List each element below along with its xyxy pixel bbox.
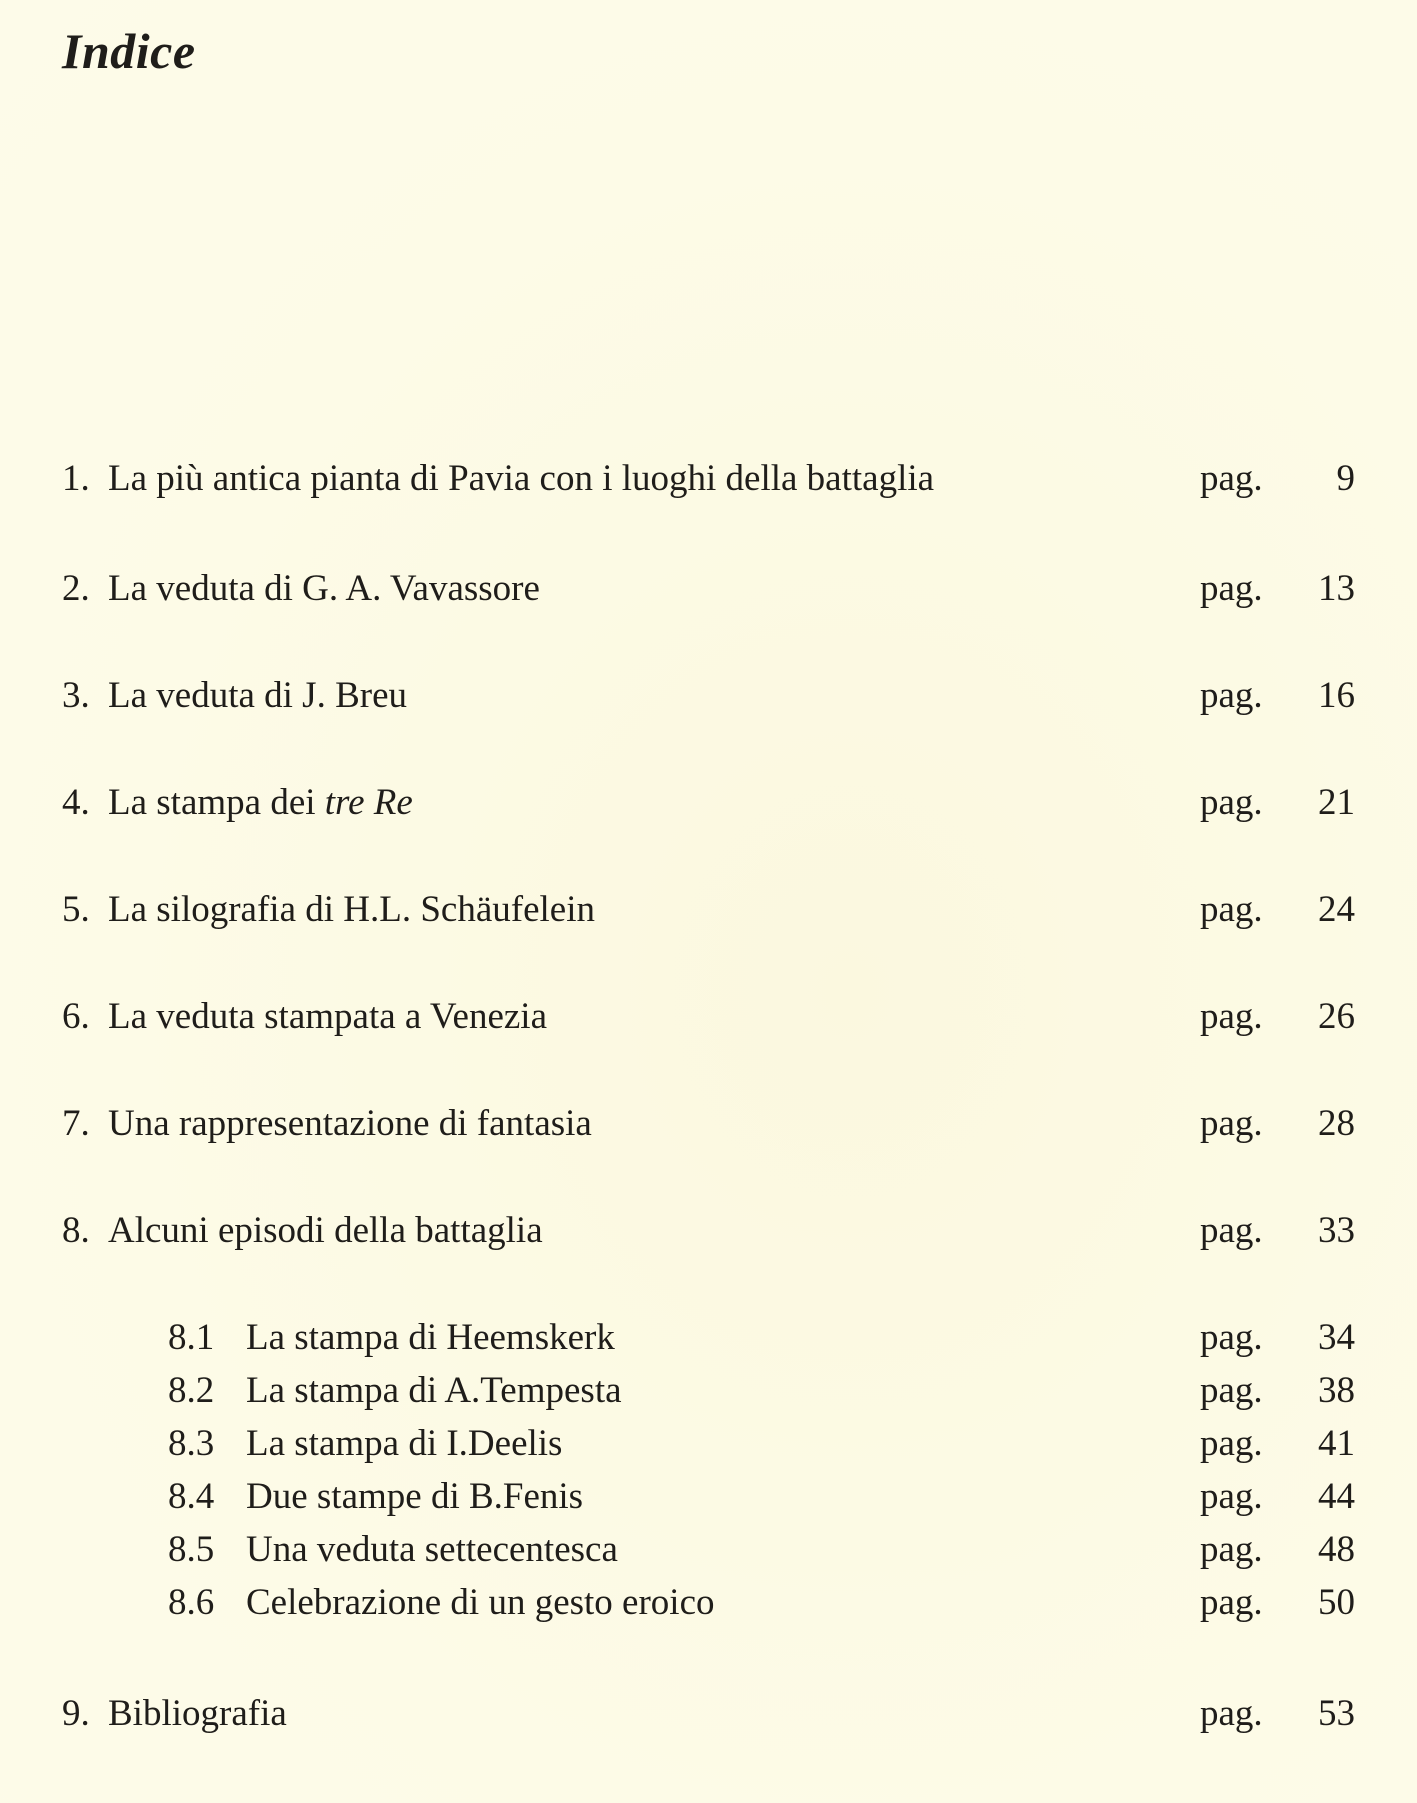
toc-entry-pag: pag. bbox=[1200, 1476, 1263, 1517]
toc-entry-number: 1. bbox=[62, 458, 90, 499]
toc-entry-number: 8. bbox=[62, 1210, 90, 1251]
toc-entry-title-text: La stampa dei bbox=[108, 782, 325, 823]
toc-entry-title: La veduta di G. A. Vavassore bbox=[108, 568, 540, 609]
toc-entry-page: 48 bbox=[1318, 1529, 1355, 1570]
toc-entry-title: La stampa di I.Deelis bbox=[246, 1423, 563, 1464]
toc-subentry-8-3 bbox=[0, 1419, 1417, 1469]
toc-subentry-8-4 bbox=[0, 1472, 1417, 1522]
toc-entry-number: 3. bbox=[62, 675, 90, 716]
toc-entry-6 bbox=[0, 992, 1417, 1042]
toc-entry-number: 8.1 bbox=[168, 1317, 215, 1358]
toc-entry-page: 50 bbox=[1318, 1582, 1355, 1623]
toc-entry-title-italic: tre Re bbox=[324, 782, 413, 823]
toc-entry-number: 9. bbox=[62, 1693, 90, 1734]
toc-entry-page: 41 bbox=[1318, 1423, 1355, 1464]
toc-entry-pag: pag. bbox=[1200, 782, 1263, 823]
toc-entry-7 bbox=[0, 1099, 1417, 1149]
toc-entry-number: 7. bbox=[62, 1103, 90, 1144]
toc-entry-title: La più antica pianta di Pavia con i luoghi della battaglia bbox=[108, 458, 935, 499]
toc-entry-pag: pag. bbox=[1200, 996, 1263, 1037]
toc-entry-page: 53 bbox=[1318, 1693, 1355, 1734]
toc-entry-2 bbox=[0, 564, 1417, 614]
toc-entry-pag: pag. bbox=[1200, 1582, 1263, 1623]
toc-entry-9 bbox=[0, 1689, 1417, 1739]
toc-entry-1 bbox=[0, 454, 1417, 504]
toc-entry-pag: pag. bbox=[1200, 1317, 1263, 1358]
toc-entry-page: 33 bbox=[1318, 1210, 1355, 1251]
toc-entry-8 bbox=[0, 1206, 1417, 1256]
toc-entry-number: 6. bbox=[62, 996, 90, 1037]
toc-entry-title: Una veduta settecentesca bbox=[246, 1529, 618, 1570]
toc-entry-number: 4. bbox=[62, 782, 90, 823]
toc-entry-title: Alcuni episodi della battaglia bbox=[108, 1210, 543, 1251]
toc-subentry-8-5 bbox=[0, 1525, 1417, 1575]
page-title: Indice bbox=[62, 23, 196, 79]
toc-entry-pag: pag. bbox=[1200, 458, 1263, 499]
toc-entry-page: 16 bbox=[1318, 675, 1355, 716]
toc-entry-pag: pag. bbox=[1200, 889, 1263, 930]
toc-entry-4 bbox=[0, 778, 1417, 828]
toc-entry-title: Bibliografia bbox=[108, 1693, 287, 1734]
toc-entry-pag: pag. bbox=[1200, 675, 1263, 716]
toc-subentry-8-2 bbox=[0, 1366, 1417, 1416]
toc-entry-title: La stampa di Heemskerk bbox=[246, 1317, 615, 1358]
toc-entry-title: La veduta stampata a Venezia bbox=[108, 996, 547, 1037]
toc-entry-pag: pag. bbox=[1200, 568, 1263, 609]
toc-entry-5 bbox=[0, 885, 1417, 935]
toc-entry-page: 13 bbox=[1318, 568, 1355, 609]
toc-entry-pag: pag. bbox=[1200, 1529, 1263, 1570]
toc-entry-number: 8.2 bbox=[168, 1370, 215, 1411]
toc-entry-page: 21 bbox=[1318, 782, 1355, 823]
toc-entry-page: 26 bbox=[1318, 996, 1355, 1037]
toc-entry-title: La veduta di J. Breu bbox=[108, 675, 407, 716]
toc-entry-number: 2. bbox=[62, 568, 90, 609]
toc-entry-pag: pag. bbox=[1200, 1693, 1263, 1734]
toc-subentry-8-6 bbox=[0, 1578, 1417, 1628]
toc-entry-page: 24 bbox=[1318, 889, 1355, 930]
toc-entry-pag: pag. bbox=[1200, 1210, 1263, 1251]
toc-entry-number: 8.5 bbox=[168, 1529, 215, 1570]
toc-entry-title: La silografia di H.L. Schäufelein bbox=[108, 889, 595, 930]
toc-entry-title: Due stampe di B.Fenis bbox=[246, 1476, 584, 1517]
toc-entry-page: 34 bbox=[1318, 1317, 1355, 1358]
toc-entry-number: 8.6 bbox=[168, 1582, 215, 1623]
toc-entry-page: 38 bbox=[1318, 1370, 1355, 1411]
toc-entry-page: 44 bbox=[1318, 1476, 1355, 1517]
toc-entry-pag: pag. bbox=[1200, 1423, 1263, 1464]
toc-entry-title bbox=[108, 778, 413, 828]
toc-entry-number: 5. bbox=[62, 889, 90, 930]
toc-entry-pag: pag. bbox=[1200, 1103, 1263, 1144]
toc-entry-page: 28 bbox=[1318, 1103, 1355, 1144]
toc-entry-title: Celebrazione di un gesto eroico bbox=[246, 1582, 715, 1623]
toc-entry-title: La stampa di A.Tempesta bbox=[246, 1370, 622, 1411]
toc-entry-title: Una rappresentazione di fantasia bbox=[108, 1103, 592, 1144]
toc-entry-number: 8.3 bbox=[168, 1423, 215, 1464]
toc-entry-page: 9 bbox=[1336, 458, 1355, 499]
toc-entry-3 bbox=[0, 671, 1417, 721]
toc-entry-number: 8.4 bbox=[168, 1476, 215, 1517]
toc-subentry-8-1 bbox=[0, 1313, 1417, 1363]
toc-entry-pag: pag. bbox=[1200, 1370, 1263, 1411]
